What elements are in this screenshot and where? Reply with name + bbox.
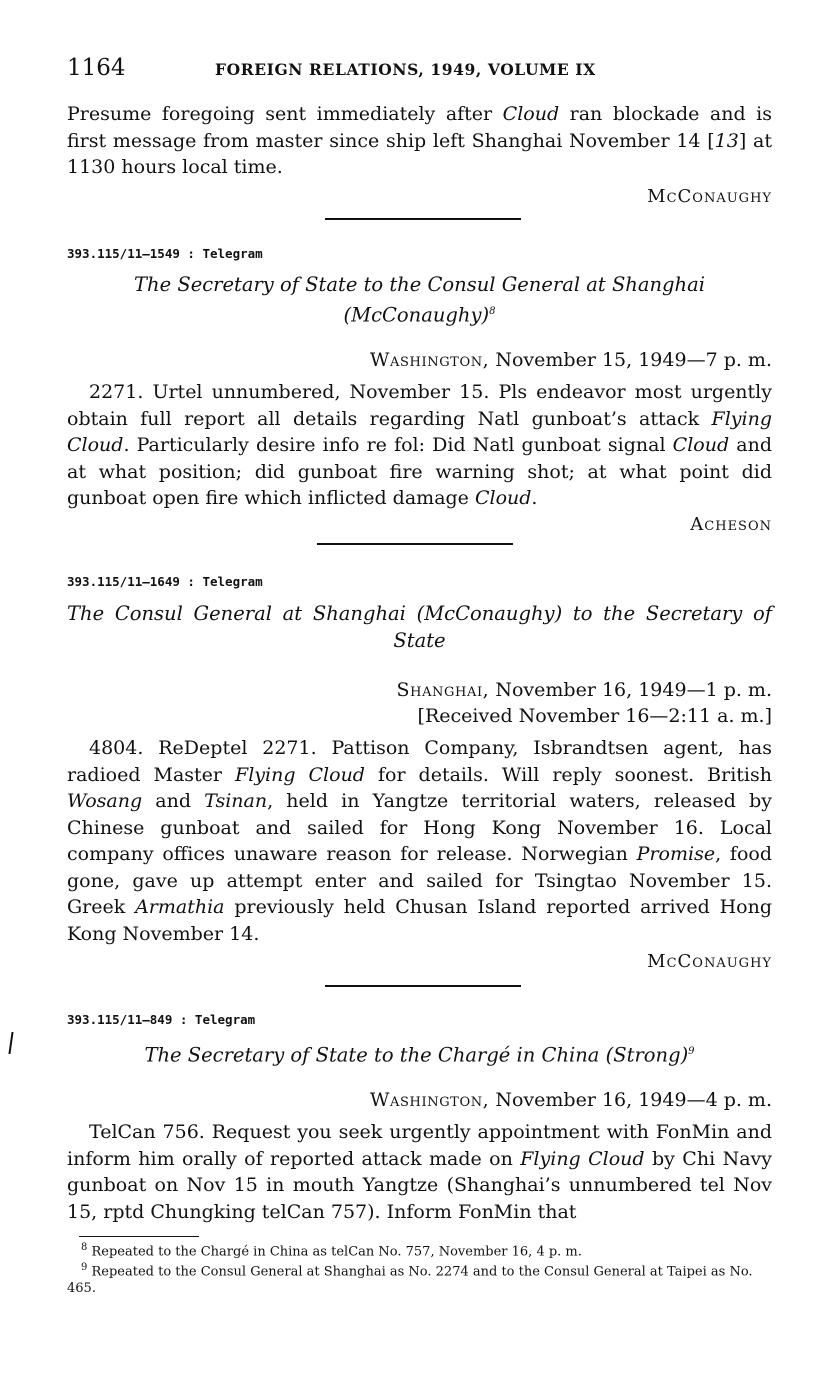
telegram-body (67, 1119, 772, 1225)
signature-mcconaughy-2: McConaughy (647, 951, 772, 972)
telegram-body (67, 379, 772, 512)
dateline-date: November 15, 1949—7 p. m. (489, 349, 772, 371)
footnote-divider (79, 1236, 199, 1237)
document-title: The Secretary of State to the Consul General at Shanghai (McConaughy)$^8$ (134, 273, 705, 327)
dateline-date: November 16, 1949—4 p. m. (489, 1089, 772, 1111)
page-header (67, 55, 772, 85)
running-title: FOREIGN RELATIONS, 1949, VOLUME IX (215, 60, 596, 79)
section-divider (317, 543, 513, 545)
file-number: 393.115/11–1549 : Telegram (67, 246, 263, 261)
dateline-place: Shanghai, (396, 679, 490, 701)
telegram-paragraph: TelCan 756. Request you seek urgently appointment with FonMin and inform him orally of reported attack made on Flying Cloud by Chi Navy gunboat on Nov 15 in mouth Yangtze (Shanghai’s unnumbered tel Nov 15, rptd Chungking telCan 757). Inform FonMin that (67, 1121, 772, 1223)
document-title: The Consul General at Shanghai (McConaughy) to the Secretary of State (67, 602, 772, 652)
telegram-paragraph: 4804. ReDeptel 2271. Pattison Company, Isbrandtsen agent, has radioed Master Flying Cloud for details. Will reply soonest. British Wosang and Tsinan, held in Yangtze territorial waters, released by Chinese gunboat and sailed for Hong Kong November 16. Local company offices unaware reason for release. Norwegian Promise, food gone, gave up attempt enter and sailed for Tsingtao November 15. Greek Armathia previously held Chusan Island reported arrived Hong Kong November 14. (67, 737, 772, 945)
telegram-paragraph: 2271. Urtel unnumbered, November 15. Pls endeavor most urgently obtain full report all details regarding Natl gunboat’s attack Flying Cloud. Particularly desire info re fol: Did Natl gunboat signal Cloud and at what position; did gunboat fire warning shot; at what point did gunboat open fire which inflicted damage Cloud. (67, 381, 772, 509)
footnote-9: $^9$ Repeated to the Consul General at Shanghai as No. 2274 and to the Consul General at Taipei as No. 465. (67, 1262, 753, 1296)
received-line: [Received November 16—2:11 a. m.] (417, 705, 772, 727)
dateline (370, 1087, 772, 1113)
dateline-place: Washington, (369, 349, 490, 371)
dateline (397, 677, 772, 703)
dateline-date: November 16, 1949—1 p. m. (489, 679, 772, 701)
file-number: 393.115/11–849 : Telegram (67, 1012, 256, 1027)
continuation-paragraph: Presume foregoing sent immediately after Cloud ran blockade and is first message from master since ship left Shanghai November 14 [13] at 1130 hours local time. (67, 103, 772, 178)
dateline (370, 347, 772, 373)
telegram-body (67, 735, 772, 947)
continuation-block (67, 101, 772, 181)
footnotes (67, 1240, 772, 1297)
footnote-8: $^8$ Repeated to the Chargé in China as telCan No. 757, November 16, 4 p. m. (81, 1242, 582, 1260)
signature-mcconaughy-1: McConaughy (647, 186, 772, 207)
dateline-place: Washington, (369, 1089, 490, 1111)
signature-acheson: Acheson (690, 514, 772, 535)
page-number: 1164 (67, 55, 126, 81)
margin-mark (8, 1032, 13, 1054)
document-title: The Secretary of State to the Chargé in China (Strong)$^9$ (144, 1043, 695, 1067)
section-divider (325, 985, 521, 987)
file-number: 393.115/11–1649 : Telegram (67, 574, 263, 589)
section-divider (325, 218, 521, 220)
